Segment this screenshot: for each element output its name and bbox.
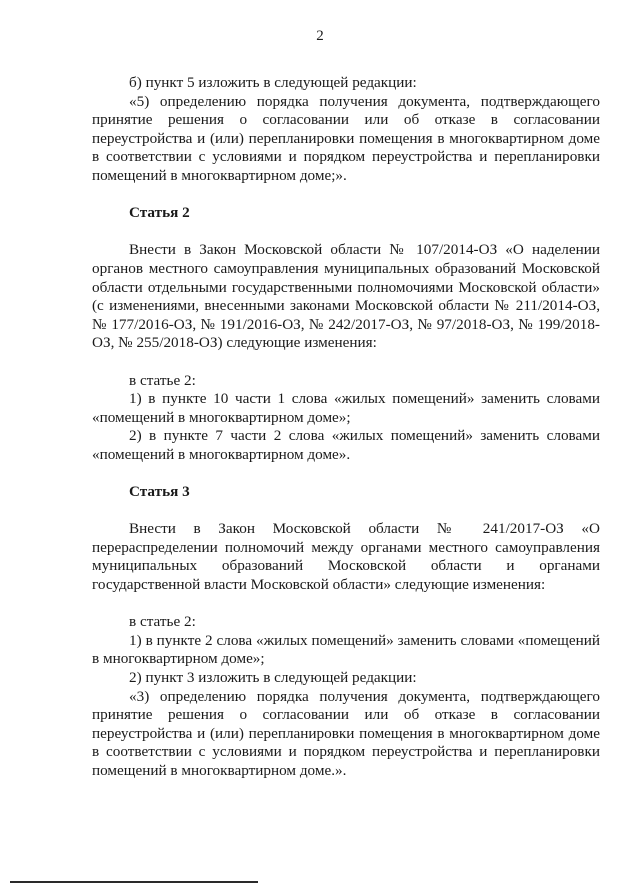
article-2-intro: Внести в Закон Московской области № 107/2014-ОЗ «О наделении органов местного самоуправления муниципальных образований Московской области отдельными государственными полномочиями Московской области» (с изменениями, внесенными законами Московской области № 211/2014-ОЗ, № 177/2016-ОЗ, № 191/2016-ОЗ, № 242/2017-ОЗ, № 97/2018-ОЗ, № 199/2018-ОЗ, № 255/2018-ОЗ) следующие изменения: [92, 241, 600, 352]
spacer [92, 502, 600, 521]
document-body [92, 74, 600, 781]
article-3-item-2: 2) пункт 3 изложить в следующей редакции: [129, 669, 417, 686]
article-3-quoted-item-3: «3) определению порядка получения документа, подтверждающего принятие решения о согласовании или об отказе в согласовании переустройства и (или) перепланировки помещения в многоквартирном доме в соответствии с условиями и порядком переустройства и перепланировки помещений в многоквартирном доме.». [92, 687, 600, 779]
article-2-item-2: 2) в пункте 7 части 2 слова «жилых помещений» заменить словами «помещений в многоквартирном доме». [92, 427, 600, 463]
article-2-item-1: 1) в пункте 10 части 1 слова «жилых помещений» заменить словами «помещений в многоквартирном доме»; [92, 390, 600, 426]
article-3-intro: Внести в Закон Московской области № 241/2017-ОЗ «О перераспределении полномочий между органами местного самоуправления муниципальных образований Московской области и органами государственной власти Московской области» следующие изменения: [92, 520, 600, 594]
spacer [92, 595, 600, 614]
spacer [92, 186, 600, 205]
article-3-item-1: 1) в пункте 2 слова «жилых помещений» заменить словами «помещений в многоквартирном доме»; [92, 631, 600, 668]
spacer [92, 464, 600, 483]
article-2-heading: Статья 2 [129, 204, 190, 222]
page-number: 2 [316, 28, 324, 44]
article-3-in-article: в статье 2: [129, 613, 196, 631]
spacer [92, 223, 600, 242]
paragraph-item-b5: б) пункт 5 изложить в следующей редакции: [129, 74, 417, 91]
article-3-heading: Статья 3 [129, 483, 190, 501]
paragraph-quoted-item-5: «5) определению порядка получения документа, подтверждающего принятие решения о согласовании или об отказе в согласовании переустройства и (или) перепланировки помещения в многоквартирном доме в соответствии с условиями и порядком переустройства и перепланировки помещений в многоквартирном доме;». [92, 92, 600, 184]
spacer [92, 353, 600, 372]
footer-rule [10, 881, 258, 883]
article-2-in-article: в статье 2: [129, 371, 196, 389]
